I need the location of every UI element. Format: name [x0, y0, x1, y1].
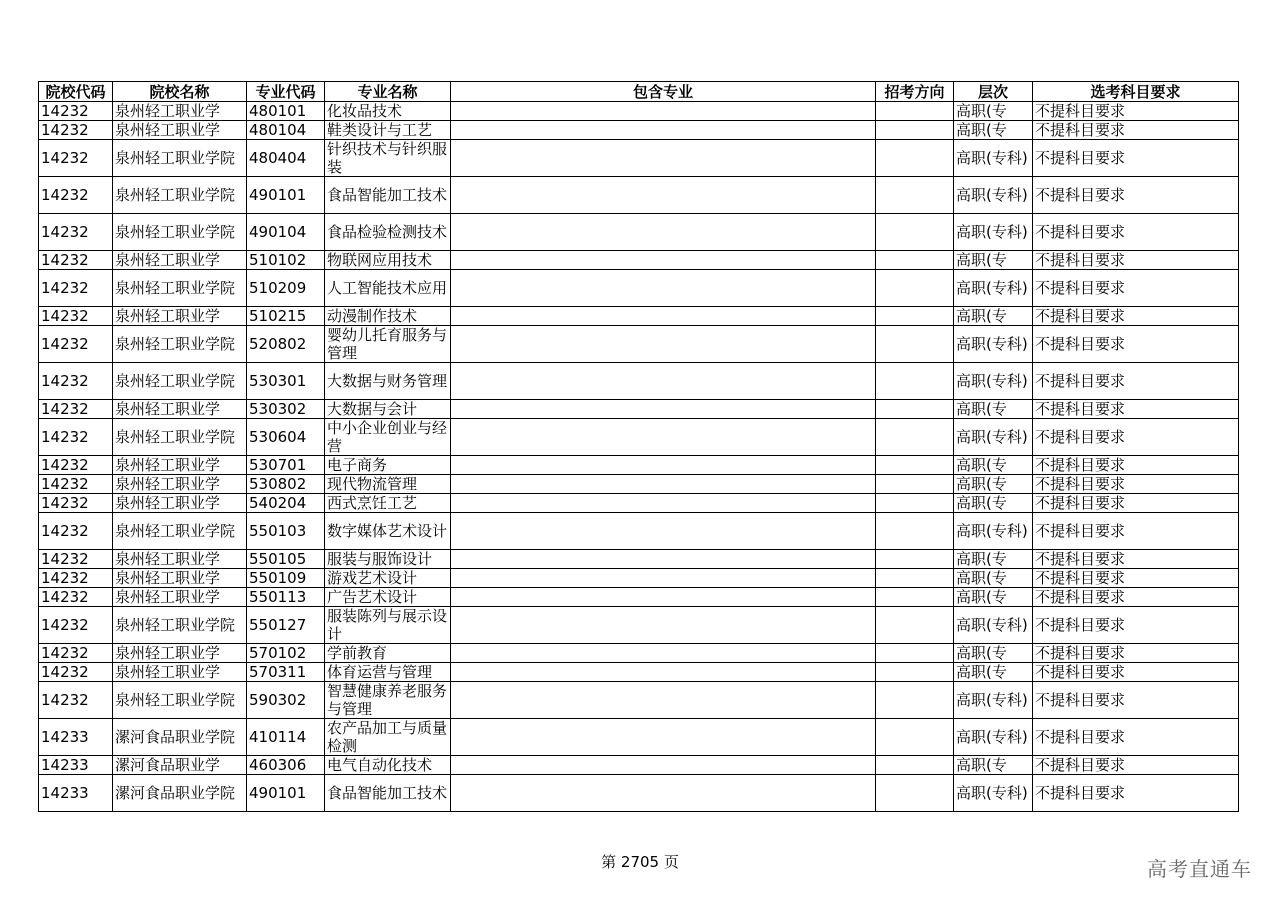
table-row	[39, 513, 1239, 550]
cell-major-code: 480101	[247, 102, 325, 121]
cell-included-majors	[451, 102, 876, 121]
cell-direction	[876, 177, 954, 214]
cell-school-code: 14232	[39, 569, 113, 588]
cell-included-majors	[451, 326, 876, 363]
cell-major-name: 大数据与财务管理	[325, 363, 451, 400]
cell-direction	[876, 682, 954, 719]
table-row	[39, 775, 1239, 812]
cell-included-majors	[451, 607, 876, 644]
cell-school-name: 泉州轻工职业学院	[113, 214, 247, 251]
admissions-table	[38, 81, 1239, 812]
cell-level: 高职(专	[954, 569, 1033, 588]
cell-subject-requirement: 不提科目要求	[1033, 550, 1239, 569]
table-row	[39, 588, 1239, 607]
cell-school-name: 泉州轻工职业学	[113, 475, 247, 494]
table-row	[39, 214, 1239, 251]
cell-major-code: 590302	[247, 682, 325, 719]
table-row	[39, 140, 1239, 177]
cell-direction	[876, 756, 954, 775]
cell-major-code: 510215	[247, 307, 325, 326]
table-row	[39, 456, 1239, 475]
cell-school-code: 14232	[39, 513, 113, 550]
cell-included-majors	[451, 251, 876, 270]
table-row	[39, 121, 1239, 140]
cell-school-name: 泉州轻工职业学	[113, 307, 247, 326]
cell-school-name: 泉州轻工职业学	[113, 400, 247, 419]
cell-direction	[876, 270, 954, 307]
cell-direction	[876, 363, 954, 400]
table-row	[39, 363, 1239, 400]
cell-included-majors	[451, 756, 876, 775]
cell-subject-requirement: 不提科目要求	[1033, 121, 1239, 140]
cell-major-name: 服装陈列与展示设计	[325, 607, 451, 644]
cell-subject-requirement: 不提科目要求	[1033, 719, 1239, 756]
cell-subject-requirement: 不提科目要求	[1033, 569, 1239, 588]
cell-subject-requirement: 不提科目要求	[1033, 326, 1239, 363]
cell-major-name: 鞋类设计与工艺	[325, 121, 451, 140]
cell-major-name: 电子商务	[325, 456, 451, 475]
cell-major-name: 中小企业创业与经营	[325, 419, 451, 456]
cell-school-code: 14232	[39, 102, 113, 121]
cell-subject-requirement: 不提科目要求	[1033, 419, 1239, 456]
header-row	[39, 82, 1239, 102]
cell-direction	[876, 400, 954, 419]
cell-major-code: 480104	[247, 121, 325, 140]
cell-school-name: 漯河食品职业学院	[113, 719, 247, 756]
cell-direction	[876, 550, 954, 569]
cell-school-name: 泉州轻工职业学院	[113, 177, 247, 214]
cell-subject-requirement: 不提科目要求	[1033, 251, 1239, 270]
cell-level: 高职(专	[954, 400, 1033, 419]
cell-included-majors	[451, 419, 876, 456]
cell-level: 高职(专科)	[954, 607, 1033, 644]
cell-school-name: 泉州轻工职业学院	[113, 419, 247, 456]
cell-level: 高职(专	[954, 663, 1033, 682]
table-row	[39, 550, 1239, 569]
cell-subject-requirement: 不提科目要求	[1033, 270, 1239, 307]
cell-level: 高职(专科)	[954, 419, 1033, 456]
cell-school-name: 泉州轻工职业学	[113, 663, 247, 682]
table-row	[39, 251, 1239, 270]
cell-school-name: 泉州轻工职业学院	[113, 363, 247, 400]
cell-major-code: 570102	[247, 644, 325, 663]
cell-school-code: 14232	[39, 307, 113, 326]
table-row	[39, 644, 1239, 663]
cell-major-name: 农产品加工与质量检测	[325, 719, 451, 756]
cell-subject-requirement: 不提科目要求	[1033, 775, 1239, 812]
cell-included-majors	[451, 588, 876, 607]
cell-included-majors	[451, 270, 876, 307]
cell-direction	[876, 775, 954, 812]
header-school-code: 院校代码	[39, 82, 113, 102]
cell-included-majors	[451, 456, 876, 475]
header-school-name: 院校名称	[113, 82, 247, 102]
table-row	[39, 756, 1239, 775]
cell-major-code: 530802	[247, 475, 325, 494]
cell-school-name: 泉州轻工职业学	[113, 494, 247, 513]
cell-school-name: 泉州轻工职业学	[113, 550, 247, 569]
cell-subject-requirement: 不提科目要求	[1033, 102, 1239, 121]
cell-major-code: 530701	[247, 456, 325, 475]
cell-included-majors	[451, 400, 876, 419]
cell-level: 高职(专	[954, 121, 1033, 140]
cell-included-majors	[451, 475, 876, 494]
cell-included-majors	[451, 121, 876, 140]
cell-subject-requirement: 不提科目要求	[1033, 494, 1239, 513]
cell-school-code: 14232	[39, 140, 113, 177]
cell-subject-requirement: 不提科目要求	[1033, 663, 1239, 682]
table-row	[39, 270, 1239, 307]
cell-subject-requirement: 不提科目要求	[1033, 400, 1239, 419]
cell-level: 高职(专	[954, 756, 1033, 775]
cell-subject-requirement: 不提科目要求	[1033, 140, 1239, 177]
cell-major-name: 大数据与会计	[325, 400, 451, 419]
cell-major-name: 针织技术与针织服装	[325, 140, 451, 177]
cell-school-code: 14232	[39, 663, 113, 682]
table-row	[39, 419, 1239, 456]
cell-direction	[876, 663, 954, 682]
cell-school-name: 泉州轻工职业学	[113, 251, 247, 270]
cell-included-majors	[451, 214, 876, 251]
cell-direction	[876, 513, 954, 550]
cell-major-code: 550113	[247, 588, 325, 607]
cell-school-name: 泉州轻工职业学	[113, 644, 247, 663]
table-row	[39, 177, 1239, 214]
cell-school-code: 14232	[39, 475, 113, 494]
table-row	[39, 607, 1239, 644]
cell-included-majors	[451, 663, 876, 682]
cell-major-name: 婴幼儿托育服务与管理	[325, 326, 451, 363]
watermark-text: 高考直通车	[1147, 857, 1252, 881]
cell-major-code: 490101	[247, 775, 325, 812]
cell-subject-requirement: 不提科目要求	[1033, 363, 1239, 400]
table-row	[39, 307, 1239, 326]
cell-school-code: 14232	[39, 121, 113, 140]
cell-included-majors	[451, 363, 876, 400]
cell-major-code: 530301	[247, 363, 325, 400]
cell-level: 高职(专	[954, 102, 1033, 121]
cell-included-majors	[451, 494, 876, 513]
cell-level: 高职(专科)	[954, 719, 1033, 756]
cell-school-code: 14233	[39, 719, 113, 756]
cell-level: 高职(专科)	[954, 270, 1033, 307]
table-row	[39, 663, 1239, 682]
cell-direction	[876, 607, 954, 644]
cell-subject-requirement: 不提科目要求	[1033, 756, 1239, 775]
cell-direction	[876, 214, 954, 251]
table-row	[39, 326, 1239, 363]
cell-subject-requirement: 不提科目要求	[1033, 513, 1239, 550]
cell-major-code: 490104	[247, 214, 325, 251]
cell-direction	[876, 251, 954, 270]
cell-included-majors	[451, 307, 876, 326]
cell-major-code: 510209	[247, 270, 325, 307]
cell-school-name: 泉州轻工职业学院	[113, 682, 247, 719]
cell-school-name: 漯河食品职业学院	[113, 775, 247, 812]
cell-major-name: 动漫制作技术	[325, 307, 451, 326]
cell-major-code: 460306	[247, 756, 325, 775]
cell-level: 高职(专	[954, 307, 1033, 326]
cell-included-majors	[451, 569, 876, 588]
cell-level: 高职(专	[954, 456, 1033, 475]
cell-school-name: 泉州轻工职业学院	[113, 270, 247, 307]
cell-major-name: 广告艺术设计	[325, 588, 451, 607]
cell-included-majors	[451, 682, 876, 719]
cell-school-code: 14232	[39, 177, 113, 214]
cell-school-code: 14233	[39, 756, 113, 775]
cell-level: 高职(专	[954, 494, 1033, 513]
cell-subject-requirement: 不提科目要求	[1033, 177, 1239, 214]
table-row	[39, 719, 1239, 756]
cell-subject-requirement: 不提科目要求	[1033, 644, 1239, 663]
table-row	[39, 400, 1239, 419]
cell-level: 高职(专科)	[954, 177, 1033, 214]
cell-major-name: 物联网应用技术	[325, 251, 451, 270]
cell-major-name: 现代物流管理	[325, 475, 451, 494]
cell-direction	[876, 475, 954, 494]
cell-school-code: 14232	[39, 270, 113, 307]
cell-major-code: 550105	[247, 550, 325, 569]
cell-included-majors	[451, 140, 876, 177]
cell-school-code: 14232	[39, 682, 113, 719]
cell-major-code: 480404	[247, 140, 325, 177]
cell-major-name: 食品智能加工技术	[325, 775, 451, 812]
cell-level: 高职(专科)	[954, 682, 1033, 719]
cell-major-name: 智慧健康养老服务与管理	[325, 682, 451, 719]
cell-direction	[876, 102, 954, 121]
cell-major-code: 530302	[247, 400, 325, 419]
cell-major-code: 570311	[247, 663, 325, 682]
cell-major-name: 电气自动化技术	[325, 756, 451, 775]
cell-direction	[876, 494, 954, 513]
cell-included-majors	[451, 775, 876, 812]
cell-direction	[876, 456, 954, 475]
cell-included-majors	[451, 177, 876, 214]
cell-major-code: 550109	[247, 569, 325, 588]
cell-major-name: 人工智能技术应用	[325, 270, 451, 307]
cell-school-name: 漯河食品职业学	[113, 756, 247, 775]
cell-school-code: 14232	[39, 363, 113, 400]
cell-school-code: 14233	[39, 775, 113, 812]
cell-major-code: 550103	[247, 513, 325, 550]
cell-major-name: 化妆品技术	[325, 102, 451, 121]
cell-major-code: 530604	[247, 419, 325, 456]
cell-major-name: 数字媒体艺术设计	[325, 513, 451, 550]
cell-level: 高职(专科)	[954, 214, 1033, 251]
cell-major-name: 西式烹饪工艺	[325, 494, 451, 513]
cell-level: 高职(专	[954, 588, 1033, 607]
cell-school-code: 14232	[39, 588, 113, 607]
table-body	[39, 102, 1239, 812]
table-row	[39, 569, 1239, 588]
cell-major-code: 510102	[247, 251, 325, 270]
header-subject-requirement: 选考科目要求	[1033, 82, 1239, 102]
page-number: 第 2705 页	[601, 853, 679, 871]
cell-school-code: 14232	[39, 326, 113, 363]
cell-level: 高职(专科)	[954, 326, 1033, 363]
header-level: 层次	[954, 82, 1033, 102]
cell-subject-requirement: 不提科目要求	[1033, 307, 1239, 326]
cell-level: 高职(专科)	[954, 140, 1033, 177]
cell-subject-requirement: 不提科目要求	[1033, 588, 1239, 607]
cell-school-name: 泉州轻工职业学院	[113, 513, 247, 550]
cell-school-name: 泉州轻工职业学院	[113, 607, 247, 644]
cell-school-code: 14232	[39, 644, 113, 663]
cell-school-code: 14232	[39, 214, 113, 251]
cell-school-name: 泉州轻工职业学院	[113, 326, 247, 363]
cell-subject-requirement: 不提科目要求	[1033, 456, 1239, 475]
cell-direction	[876, 588, 954, 607]
cell-major-code: 550127	[247, 607, 325, 644]
cell-school-code: 14232	[39, 550, 113, 569]
cell-level: 高职(专科)	[954, 363, 1033, 400]
cell-major-name: 食品检验检测技术	[325, 214, 451, 251]
cell-included-majors	[451, 513, 876, 550]
header-major-name: 专业名称	[325, 82, 451, 102]
cell-school-code: 14232	[39, 419, 113, 456]
cell-major-code: 540204	[247, 494, 325, 513]
cell-major-name: 食品智能加工技术	[325, 177, 451, 214]
cell-level: 高职(专科)	[954, 513, 1033, 550]
cell-direction	[876, 719, 954, 756]
header-major-code: 专业代码	[247, 82, 325, 102]
cell-direction	[876, 644, 954, 663]
cell-school-code: 14232	[39, 251, 113, 270]
table-row	[39, 475, 1239, 494]
cell-major-code: 520802	[247, 326, 325, 363]
cell-level: 高职(专科)	[954, 775, 1033, 812]
cell-included-majors	[451, 550, 876, 569]
cell-major-name: 游戏艺术设计	[325, 569, 451, 588]
cell-school-name: 泉州轻工职业学院	[113, 140, 247, 177]
cell-level: 高职(专	[954, 550, 1033, 569]
cell-direction	[876, 121, 954, 140]
cell-level: 高职(专	[954, 251, 1033, 270]
cell-school-name: 泉州轻工职业学	[113, 456, 247, 475]
cell-school-name: 泉州轻工职业学	[113, 121, 247, 140]
table-row	[39, 102, 1239, 121]
cell-direction	[876, 569, 954, 588]
cell-major-code: 410114	[247, 719, 325, 756]
cell-subject-requirement: 不提科目要求	[1033, 214, 1239, 251]
cell-school-name: 泉州轻工职业学	[113, 102, 247, 121]
cell-major-name: 体育运营与管理	[325, 663, 451, 682]
cell-subject-requirement: 不提科目要求	[1033, 475, 1239, 494]
header-included-majors: 包含专业	[451, 82, 876, 102]
cell-included-majors	[451, 719, 876, 756]
table-row	[39, 494, 1239, 513]
cell-level: 高职(专	[954, 644, 1033, 663]
cell-school-code: 14232	[39, 400, 113, 419]
cell-direction	[876, 326, 954, 363]
cell-subject-requirement: 不提科目要求	[1033, 682, 1239, 719]
cell-subject-requirement: 不提科目要求	[1033, 607, 1239, 644]
cell-major-code: 490101	[247, 177, 325, 214]
cell-school-code: 14232	[39, 494, 113, 513]
cell-school-name: 泉州轻工职业学	[113, 588, 247, 607]
header-direction: 招考方向	[876, 82, 954, 102]
cell-school-code: 14232	[39, 456, 113, 475]
cell-direction	[876, 419, 954, 456]
cell-level: 高职(专	[954, 475, 1033, 494]
cell-direction	[876, 140, 954, 177]
cell-school-name: 泉州轻工职业学	[113, 569, 247, 588]
cell-school-code: 14232	[39, 607, 113, 644]
cell-direction	[876, 307, 954, 326]
cell-included-majors	[451, 644, 876, 663]
table-row	[39, 682, 1239, 719]
cell-major-name: 服装与服饰设计	[325, 550, 451, 569]
cell-major-name: 学前教育	[325, 644, 451, 663]
